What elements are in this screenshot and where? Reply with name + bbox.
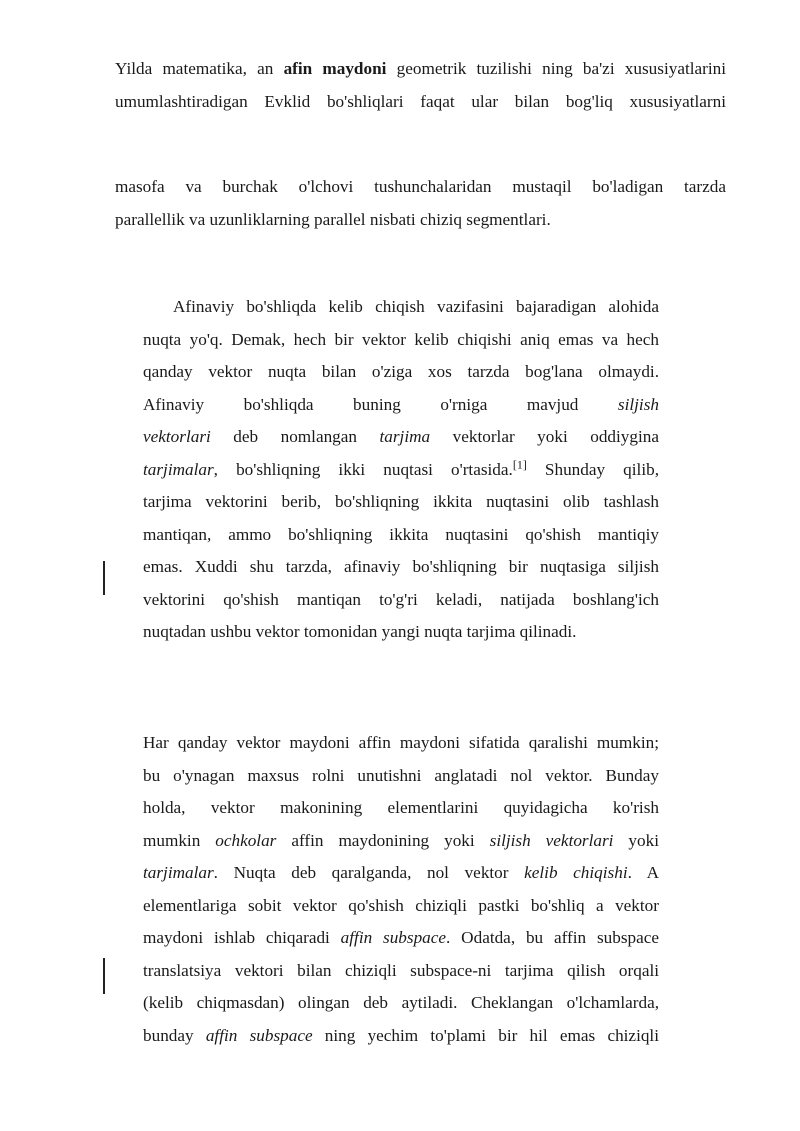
text-line bbox=[143, 324, 659, 357]
italic-term: ochkolar bbox=[215, 830, 277, 850]
text-run: maydoni ishlab chiqaradi bbox=[143, 928, 341, 947]
text-line bbox=[143, 454, 659, 487]
italic-term: kelib chiqishi bbox=[524, 863, 628, 882]
text-line bbox=[143, 792, 659, 825]
text-run: vektorlar yoki oddiygina bbox=[430, 427, 659, 446]
text-line bbox=[143, 987, 659, 1020]
text-run: elementlariga sobit vektor qo'shish chiziqli pastki bo'shliq a vektor bbox=[143, 895, 659, 915]
text-line bbox=[143, 825, 659, 858]
italic-term: siljish vektorlari bbox=[489, 830, 614, 850]
paragraph-properties bbox=[115, 171, 726, 236]
italic-term: tarjimalar bbox=[143, 863, 214, 882]
text-run: ning yechim to'plami bir hil emas chiziqli bbox=[312, 1025, 659, 1045]
text-line bbox=[143, 1020, 659, 1053]
text-run: bunday bbox=[143, 1025, 206, 1045]
text-line bbox=[143, 291, 659, 324]
text-line bbox=[115, 171, 726, 204]
italic-term: tarjimalar bbox=[143, 459, 214, 479]
text-run: masofa va burchak o'lchovi tushunchalaridan mustaqil bo'ladigan tarzda bbox=[115, 177, 726, 196]
text-line bbox=[115, 204, 726, 237]
italic-term: tarjima bbox=[379, 427, 431, 446]
text-run: . Nuqta deb qaralganda, nol vektor bbox=[213, 863, 525, 882]
text-line bbox=[143, 890, 659, 923]
text-run: vektorini qo'shish mantiqan to'g'ri keladi, natijada boshlang'ich bbox=[143, 589, 659, 609]
text-run: umumlashtiradigan Evklid bo'shliqlari faqat ular bilan bog'liq xususiyatlarni bbox=[115, 91, 726, 111]
text-line bbox=[143, 421, 659, 454]
text-line bbox=[143, 389, 659, 422]
text-run: emas. Xuddi shu tarzda, afinaviy bo'shliqning bir nuqtasiga siljish bbox=[143, 557, 659, 576]
text-run: . A bbox=[627, 863, 660, 882]
text-run: . Odatda, bu affin subspace bbox=[446, 928, 659, 947]
text-line bbox=[143, 616, 659, 649]
text-run: , bo'shliqning ikki nuqtasi o'rtasida. bbox=[213, 459, 513, 479]
italic-term: affin subspace bbox=[340, 928, 447, 947]
text-run: deb nomlangan bbox=[210, 427, 380, 446]
text-run: tarjima vektorini berib, bo'shliqning ikkita nuqtasini olib tashlash bbox=[143, 492, 659, 511]
text-line bbox=[143, 727, 659, 760]
text-line bbox=[143, 955, 659, 988]
change-bar bbox=[103, 958, 105, 994]
text-line bbox=[143, 760, 659, 793]
italic-term: vektorlari bbox=[143, 427, 211, 446]
text-run: Afinaviy bo'shliqda kelib chiqish vazifasini bajaradigan alohida bbox=[173, 297, 659, 316]
text-run: translatsiya vektori bilan chiziqli subspace-ni tarjima qilish orqali bbox=[143, 960, 659, 980]
text-line bbox=[115, 86, 726, 119]
text-line bbox=[143, 857, 659, 890]
text-run: nuqtadan ushbu vektor tomonidan yangi nuqta tarjima qilinadi. bbox=[143, 622, 577, 641]
text-run: Har qanday vektor maydoni affin maydoni sifatida qaralishi mumkin; bbox=[143, 733, 659, 752]
text-run: mumkin bbox=[143, 830, 216, 850]
text-run: affin maydonining yoki bbox=[276, 830, 490, 850]
text-line bbox=[143, 551, 659, 584]
text-run: parallellik va uzunliklarning parallel nisbati chiziq segmentlari. bbox=[115, 209, 551, 229]
bold-term: afin maydoni bbox=[283, 59, 387, 78]
text-line bbox=[143, 356, 659, 389]
text-line bbox=[143, 519, 659, 552]
text-run: qanday vektor nuqta bilan o'ziga xos tarzda bog'lana olmaydi. bbox=[143, 362, 659, 381]
italic-term: siljish bbox=[617, 394, 659, 414]
text-line bbox=[143, 584, 659, 617]
text-run: yoki bbox=[613, 830, 659, 850]
italic-term: affin subspace bbox=[205, 1025, 313, 1045]
text-run: mantiqan, ammo bo'shliqning ikkita nuqtasini qo'shish mantiqiy bbox=[143, 524, 659, 544]
text-run: Shunday qilib, bbox=[526, 459, 659, 479]
text-run: holda, vektor makonining elementlarini quyidagicha ko'rish bbox=[143, 798, 659, 817]
text-run: bu o'ynagan maxsus rolni unutishni anglatadi nol vektor. Bunday bbox=[143, 765, 659, 785]
text-line bbox=[115, 53, 726, 86]
text-run: (kelib chiqmasdan) olingan deb aytiladi. Cheklangan o'lchamlarda, bbox=[143, 993, 659, 1012]
text-line bbox=[143, 922, 659, 955]
paragraph-vector-space bbox=[143, 727, 659, 1052]
paragraph-intro bbox=[115, 53, 726, 118]
text-run: geometrik tuzilishi ning ba'zi xususiyatlarini bbox=[386, 59, 727, 78]
citation-ref: [1] bbox=[512, 456, 527, 471]
paragraph-translations bbox=[143, 291, 659, 649]
text-line bbox=[143, 486, 659, 519]
text-run: Yilda matematika, an bbox=[115, 59, 284, 78]
change-bar bbox=[103, 561, 105, 595]
text-run: nuqta yo'q. Demak, hech bir vektor kelib chiqishi aniq emas va hech bbox=[143, 329, 659, 349]
text-run: Afinaviy bo'shliqda buning o'rniga mavjud bbox=[143, 394, 618, 414]
